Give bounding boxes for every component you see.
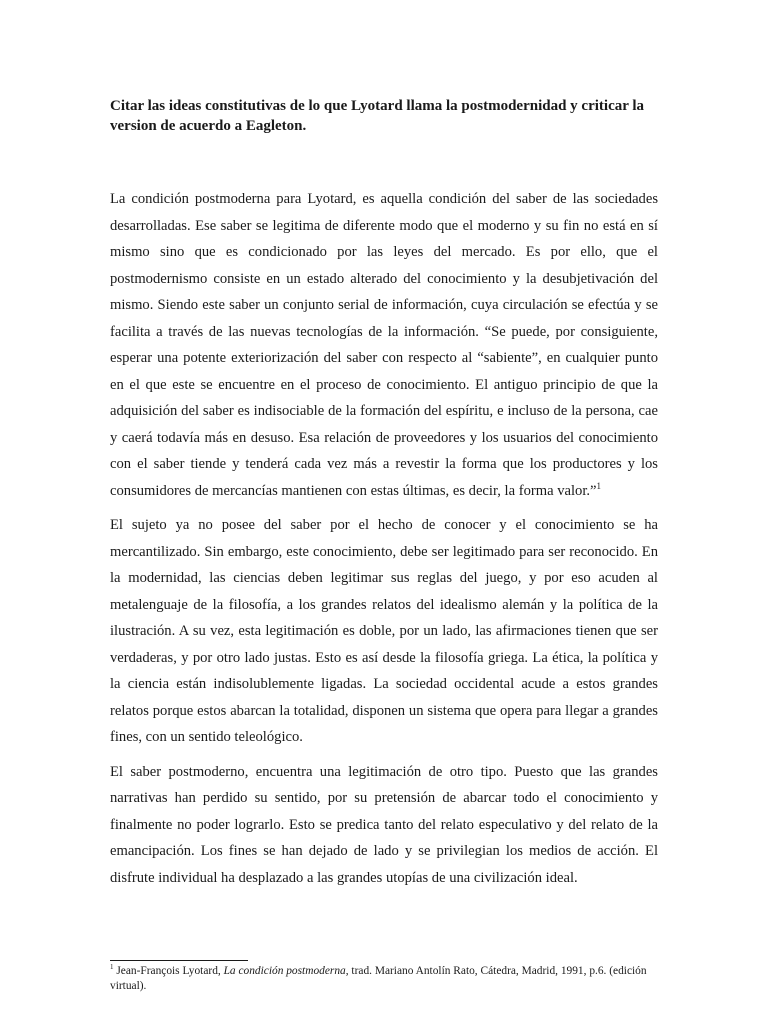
- footnote-number: 1: [110, 963, 114, 972]
- paragraph-1: [110, 186, 658, 504]
- footnote-reference[interactable]: 1: [596, 480, 602, 491]
- footnote: [110, 964, 658, 994]
- document-body: [110, 96, 658, 891]
- footnote-book-title: La condición postmoderna: [223, 965, 346, 977]
- footnote-separator: [110, 960, 248, 961]
- paragraph-2: El sujeto ya no posee del saber por el hecho de conocer y el conocimiento se ha mercantilizado. Sin embargo, este conocimiento, debe ser legitimado para ser reconocido. En la modernidad, las ciencias deben legitimar sus reglas del juego, y por eso acuden al metalenguaje de la filosofía, a los grandes relatos del idealismo alemán y la política de la ilustración. A su vez, esta legitimación es doble, por un lado, las afirmaciones tienen que ser verdaderas, y por otro lado justas. Esto es así desde la filosofía griega. La ética, la política y la ciencia están indisolublemente ligadas. La sociedad occidental acude a estos grandes relatos porque estos abarcan la totalidad, disponen un sistema que opera para llegar a grandes fines, con un sentido teleológico.: [110, 517, 658, 745]
- footnote-author: Jean-François Lyotard,: [113, 965, 224, 977]
- document-title: Citar las ideas constitutivas de lo que Lyotard llama la postmodernidad y criticar la version de acuerdo a Eagleton.: [110, 98, 645, 134]
- paragraph-3: El saber postmoderno, encuentra una legitimación de otro tipo. Puesto que las grandes narrativas han perdido su sentido, por su pretensión de abarcar todo el conocimiento y finalmente no poder lograrlo. Esto se predica tanto del relato especulativo y del relato de la emancipación. Los fines se han dejado de lado y se privilegian los medios de acción. El disfrute individual ha desplazado a las grandes utopías de una civilización ideal.: [110, 763, 658, 886]
- footnote-details: , trad. Mariano Antolín Rato, Cátedra, Madrid, 1991, p.6. (edición virtual).: [110, 965, 647, 992]
- paragraph-1-text: La condición postmoderna para Lyotard, es aquella condición del saber de las sociedades desarrolladas. Ese saber se legitima de diferente modo que el moderno y su fin no está en sí mismo sino que es condicionado por las leyes del mercado. Es por ello, que el postmodernismo consiste en un estado alterado del conocimiento y la desubjetivación del mismo. Siendo este saber un conjunto serial de información, cuya circulación se efectúa y se facilita a través de las nuevas tecnologías de la información. “Se puede, por consiguiente, esperar una potente exteriorización del saber con respecto al “sabiente”, en cualquier punto en el que este se encuentre en el proceso de conocimiento. El antiguo principio de que la adquisición del saber es indisociable de la formación del espíritu, e incluso de la persona, cae y caerá todavía más en desuso. Esa relación de proveedores y los usuarios del conocimiento con el saber tiende y tenderá cada vez más a revestir la forma que los productores y los consumidores de mercancías mantienen con estas últimas, es decir, la forma valor.”: [110, 191, 658, 499]
